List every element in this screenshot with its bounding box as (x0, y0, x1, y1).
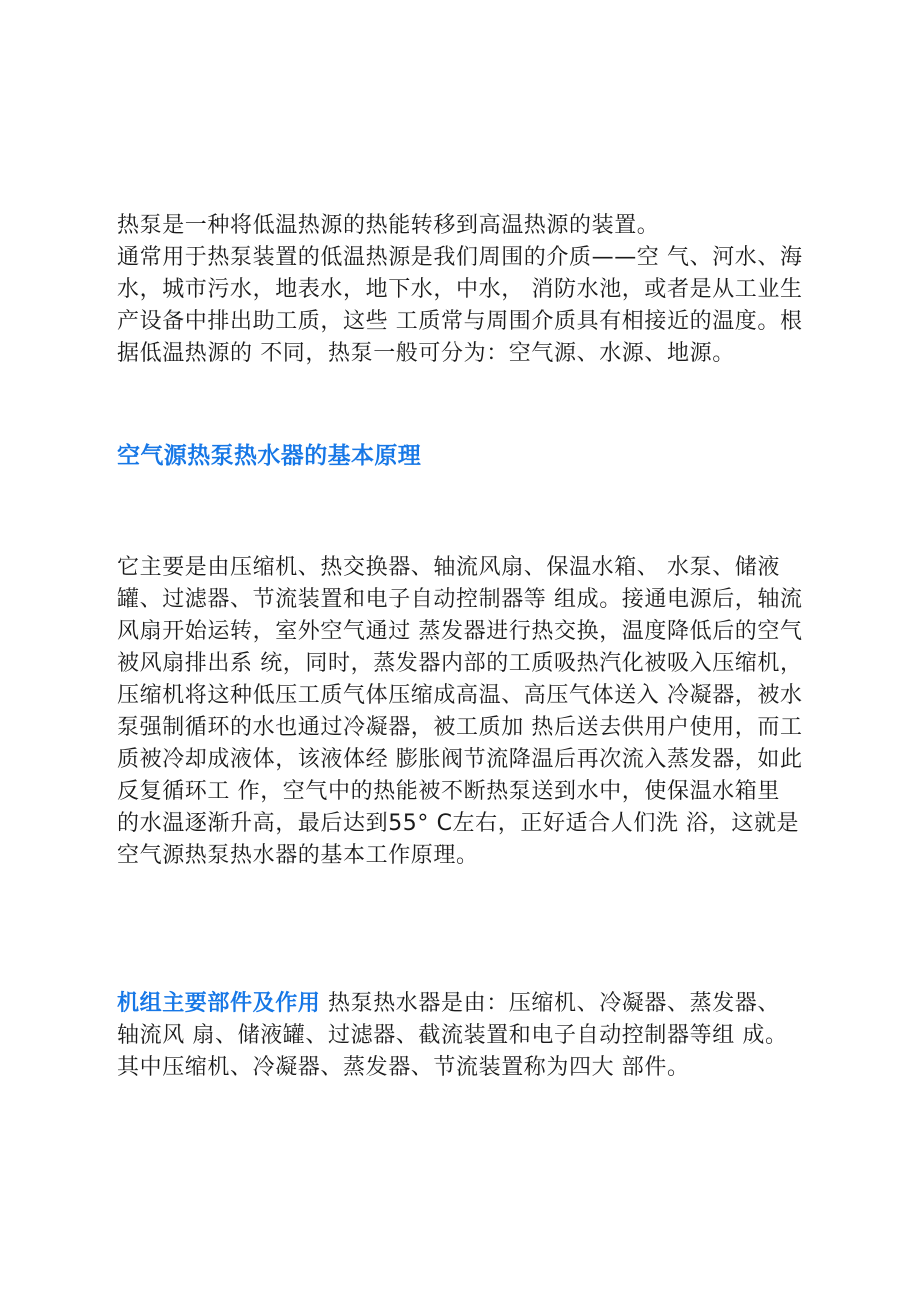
components-first-line (117, 988, 857, 1020)
components-paragraph (117, 988, 857, 1084)
intro-line: 通常用于热泵装置的低温热源是我们周围的介质——空 气、河水、海 (117, 245, 803, 270)
principle-line: 反复循环工 作，空气中的热能被不断热泵送到水中，使保温水箱里 (117, 779, 780, 804)
principle-line: 罐、过滤器、节流装置和电子自动控制器等 组成。接通电源后，轴流 (117, 587, 803, 612)
components-line: 其中压缩机、冷凝器、蒸发器、节流装置称为四大 部件。 (117, 1055, 690, 1080)
principle-line: 被风扇排出系 统，同时，蒸发器内部的工质吸热汽化被吸入压缩机， (117, 651, 803, 676)
section-heading-text: 空气源热泵热水器的基本原理 (117, 443, 422, 469)
principle-line: 的水温逐渐升高，最后达到55° C左右，正好适合人们洗 浴，这就是 (117, 811, 800, 836)
principle-line: 质被冷却成液体，该液体经 膨胀阀节流降温后再次流入蒸发器，如此 (117, 747, 803, 772)
intro-line: 产设备中排出助工质，这些 工质常与周围介质具有相接近的温度。根 (117, 309, 803, 334)
intro-line: 热泵是一种将低温热源的热能转移到高温热源的装置。 (117, 213, 660, 238)
intro-line: 水，城市污水，地表水，地下水，中水， 消防水池，或者是从工业生 (117, 277, 803, 302)
intro-paragraph (117, 210, 857, 370)
principle-line: 泵强制循环的水也通过冷凝器，被工质加 热后送去供用户使用，而工 (117, 715, 803, 740)
principle-line: 它主要是由压缩机、热交换器、轴流风扇、保温水箱、 水泵、储液 (117, 555, 780, 580)
section-heading-principle (117, 440, 857, 472)
components-line-rest: 热泵热水器是由：压缩机、冷凝器、蒸发器、 (320, 991, 781, 1016)
section-heading-components: 机组主要部件及作用 (117, 991, 321, 1016)
intro-line: 据低温热源的 不同，热泵一般可分为：空气源、水源、地源。 (117, 341, 735, 366)
principle-line: 压缩机将这种低压工质气体压缩成高温、高压气体送入 冷凝器，被水 (117, 683, 803, 708)
principle-line: 空气源热泵热水器的基本工作原理。 (117, 843, 479, 868)
components-line: 轴流风 扇、储液罐、过滤器、截流装置和电子自动控制器等组 成。 (117, 1023, 788, 1048)
principle-paragraph (117, 552, 857, 872)
principle-line: 风扇开始运转，室外空气通过 蒸发器进行热交换，温度降低后的空气 (117, 619, 803, 644)
